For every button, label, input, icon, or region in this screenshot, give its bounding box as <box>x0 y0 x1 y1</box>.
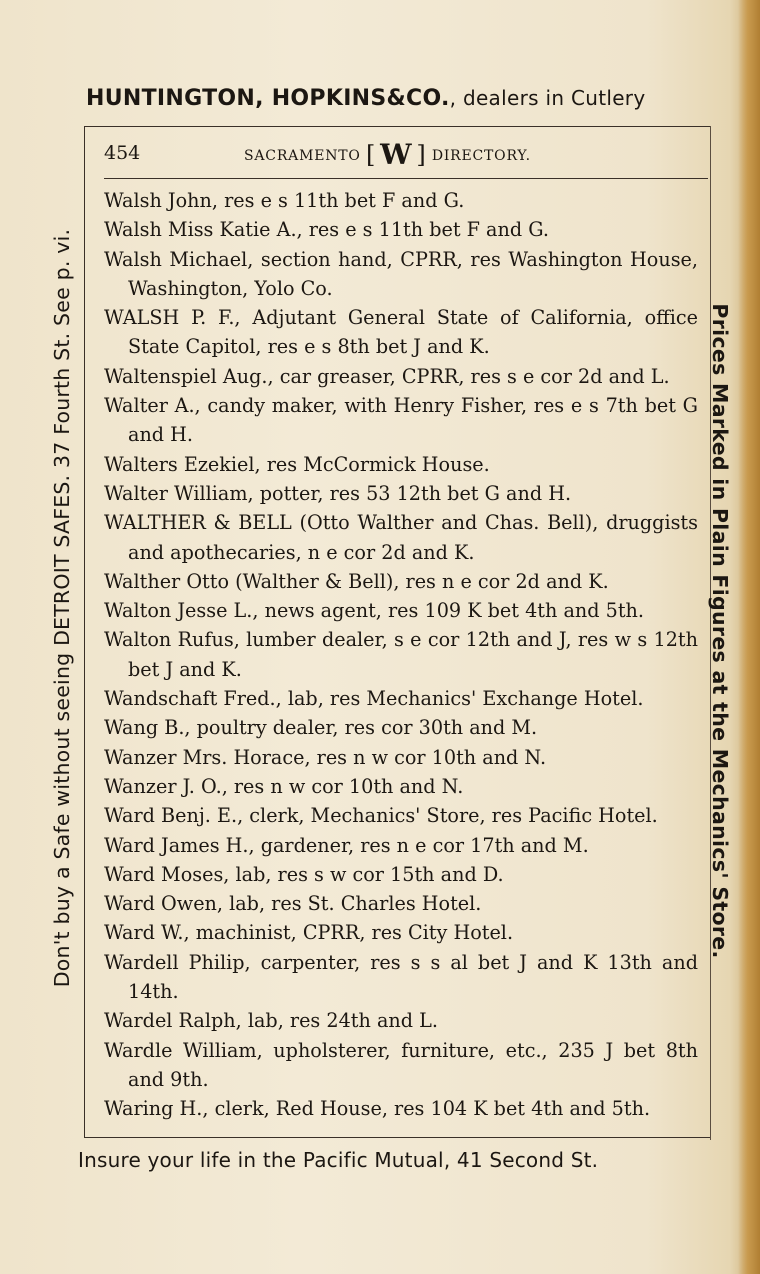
running-head-directory: DIRECTORY. <box>431 148 531 164</box>
directory-entry: Wardell Philip, carpenter, res s s al bet J and K 13th and 14th. <box>104 950 698 1004</box>
directory-entry: Ward W., machinist, CPRR, res City Hotel. <box>104 921 514 945</box>
directory-entry: Walter William, potter, res 53 12th bet G and H. <box>104 481 572 505</box>
header-rule <box>104 178 708 179</box>
top-ad-tagline: , dealers in Cutlery <box>449 86 646 110</box>
left-ad-text: Don't buy a Safe without seeing DETROIT SAFES. 37 Fourth St. See p. vi. <box>50 228 74 988</box>
directory-entry: Walsh Miss Katie A., res e s 11th bet F and G. <box>104 218 549 242</box>
section-letter: W <box>380 138 413 171</box>
directory-entry: Waltenspiel Aug., car greaser, CPRR, res s e cor 2d and L. <box>104 364 670 388</box>
book-spine-edge <box>738 0 760 1274</box>
top-advertisement <box>86 86 718 111</box>
directory-entry: Wardel Ralph, lab, res 24th and L. <box>104 1009 438 1033</box>
directory-entry: WALTHER & BELL (Otto Walther and Chas. Bell), druggists and apothecaries, n e cor 2d and K. <box>104 511 698 564</box>
directory-entry: Walsh John, res e s 11th bet F and G. <box>104 189 465 212</box>
directory-entry: Waring H., clerk, Red House, res 104 K bet 4th and 5th. <box>104 1097 651 1121</box>
directory-entry: Ward Owen, lab, res St. Charles Hotel. <box>104 892 482 916</box>
page-number: 454 <box>104 142 141 164</box>
directory-entry: Wandschaft Fred., lab, res Mechanics' Exchange Hotel. <box>104 687 644 711</box>
directory-entry: Walter A., candy maker, with Henry Fisher, res e s 7th bet G and H. <box>104 394 698 447</box>
running-head-title <box>244 138 694 171</box>
directory-entry: Walters Ezekiel, res McCormick House. <box>104 452 490 476</box>
directory-entry: Ward Moses, lab, res s w cor 15th and D. <box>104 862 504 886</box>
bracket-close: ] <box>416 141 427 169</box>
running-head-city: SACRAMENTO <box>244 148 361 164</box>
directory-entry: Ward James H., gardener, res n e cor 17th and M. <box>104 833 589 857</box>
directory-entry: Walsh Michael, section hand, CPRR, res Washington House, Washington, Yolo Co. <box>104 247 698 300</box>
directory-entry: Walton Rufus, lumber dealer, s e cor 12th and J, res w s 12th bet J and K. <box>104 628 698 681</box>
bracket-open: [ <box>365 141 377 169</box>
directory-entry: Wanzer Mrs. Horace, res n w cor 10th and N. <box>104 745 547 769</box>
top-ad-company: HUNTINGTON, HOPKINS&CO. <box>86 86 450 111</box>
directory-entry: Ward Benj. E., clerk, Mechanics' Store, res Pacific Hotel. <box>104 804 658 828</box>
right-ad-text: Prices Marked in Plain Figures at the Mechanics' Store. <box>708 303 732 959</box>
directory-entry: Wanzer J. O., res n w cor 10th and N. <box>104 774 464 798</box>
running-header <box>104 138 694 174</box>
directory-entries <box>104 186 698 1124</box>
directory-entry: Wang B., poultry dealer, res cor 30th and M. <box>104 716 538 740</box>
directory-entry: WALSH P. F., Adjutant General State of California, office State Capitol, res e s 8th bet J and K. <box>104 306 698 359</box>
directory-entry: Wardle William, upholsterer, furniture, etc., 235 J bet 8th and 9th. <box>104 1038 698 1091</box>
directory-entry: Walton Jesse L., news agent, res 109 K bet 4th and 5th. <box>104 599 645 623</box>
directory-entry: Walther Otto (Walther & Bell), res n e cor 2d and K. <box>104 569 609 593</box>
bottom-advertisement: Insure your life in the Pacific Mutual, 41 Second St. <box>78 1148 599 1172</box>
